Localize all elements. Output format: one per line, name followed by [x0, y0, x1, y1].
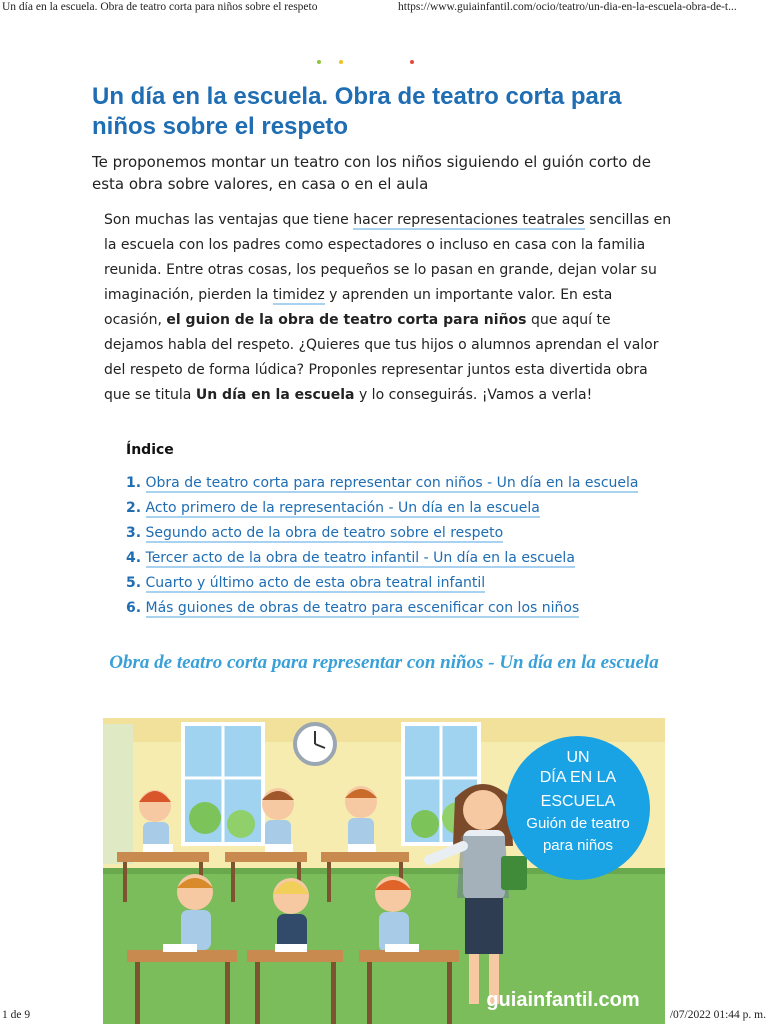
clock-icon [295, 724, 335, 764]
print-header [0, 0, 768, 16]
table-of-contents [126, 472, 638, 622]
toc-item-4[interactable] [126, 547, 638, 572]
toc-link[interactable]: Tercer acto de la obra de teatro infantil - Un día en la escuela [145, 550, 575, 566]
toc-item-5[interactable] [126, 572, 638, 597]
toc-number: 2. [126, 500, 142, 516]
toc-item-1[interactable] [126, 472, 638, 497]
badge-line-1: UN [566, 749, 590, 766]
toc-item-2[interactable] [126, 497, 638, 522]
article-subtitle: Te proponemos montar un teatro con los niños siguiendo el guión corto de esta obra sobre valores, en casa o en el aula [92, 153, 651, 193]
toc-link[interactable]: Acto primero de la representación - Un día en la escuela [145, 500, 540, 516]
badge-line-4: Guión de teatro [526, 815, 630, 832]
intro-text-5: y lo conseguirás. ¡Vamos a verla! [354, 387, 593, 403]
window-left [103, 724, 263, 864]
toc-number: 1. [126, 475, 142, 491]
page-counter: 1 de 9 [2, 1009, 31, 1021]
print-footer [0, 1008, 768, 1024]
toc-number: 5. [126, 575, 142, 591]
toc-link[interactable]: Segundo acto de la obra de teatro sobre el respeto [145, 525, 504, 541]
article-title: Un día en la escuela. Obra de teatro corta para niños sobre el respeto [92, 83, 622, 140]
classroom-illustration [103, 718, 665, 1024]
toc-number: 3. [126, 525, 142, 541]
intro-text-3: y aprenden un importante valor. En esta ocasión, [104, 287, 613, 328]
intro-bold-2: Un día en la escuela [195, 387, 355, 403]
toc-link[interactable]: Más guiones de obras de teatro para escenificar con los niños [145, 600, 580, 616]
toc-item-3[interactable] [126, 522, 638, 547]
badge-line-5: para niños [542, 837, 614, 854]
print-header-url: https://www.guiainfantil.com/ocio/teatro/un-dia-en-la-escuela-obra-de-t... [398, 1, 737, 13]
dot-green-icon [317, 60, 321, 64]
link-representaciones-teatrales[interactable]: hacer representaciones teatrales [353, 212, 585, 228]
toc-number: 4. [126, 550, 142, 566]
intro-bold-1: el guion de la obra de teatro corta para niños [166, 312, 527, 328]
dot-yellow-icon [339, 60, 343, 64]
toc-item-6[interactable] [126, 597, 638, 622]
toc-link[interactable]: Cuarto y último acto de esta obra teatral infantil [145, 575, 486, 591]
link-timidez[interactable]: timidez [272, 287, 325, 303]
badge-line-3: ESCUELA [540, 793, 616, 810]
print-header-title: Un día en la escuela. Obra de teatro corta para niños sobre el respeto [2, 1, 318, 13]
print-datetime: /07/2022 01:44 p. m. [669, 1009, 766, 1021]
toc-link[interactable]: Obra de teatro corta para representar con niños - Un día en la escuela [145, 475, 639, 491]
dot-red-icon [410, 60, 414, 64]
index-title: Índice [126, 442, 174, 458]
toc-number: 6. [126, 600, 142, 616]
watermark-logo: guiainfantil.com [486, 989, 640, 1011]
intro-text-2: sencillas en la escuela con los padres como espectadores o incluso en casa con la familia reunida. Entre otras cosas, los pequeños se lo pasan en grande, dejan volar su imaginación, pierden la [104, 212, 672, 303]
badge-line-2: DÍA EN LA [539, 769, 617, 786]
intro-text-4: que aquí te dejamos habla del respeto. ¿Quieres que tus hijos o alumnos aprendan el valor del respeto de forma lúdica? Proponles representar juntos esta divertida obra que se titula [104, 312, 659, 403]
classroom-scene-image [103, 718, 665, 1024]
intro-paragraph [104, 208, 674, 408]
title-badge [506, 736, 650, 880]
intro-text-1: Son muchas las ventajas que tiene [104, 212, 354, 228]
section-heading: Obra de teatro corta para representar con niños - Un día en la escuela [109, 652, 659, 673]
